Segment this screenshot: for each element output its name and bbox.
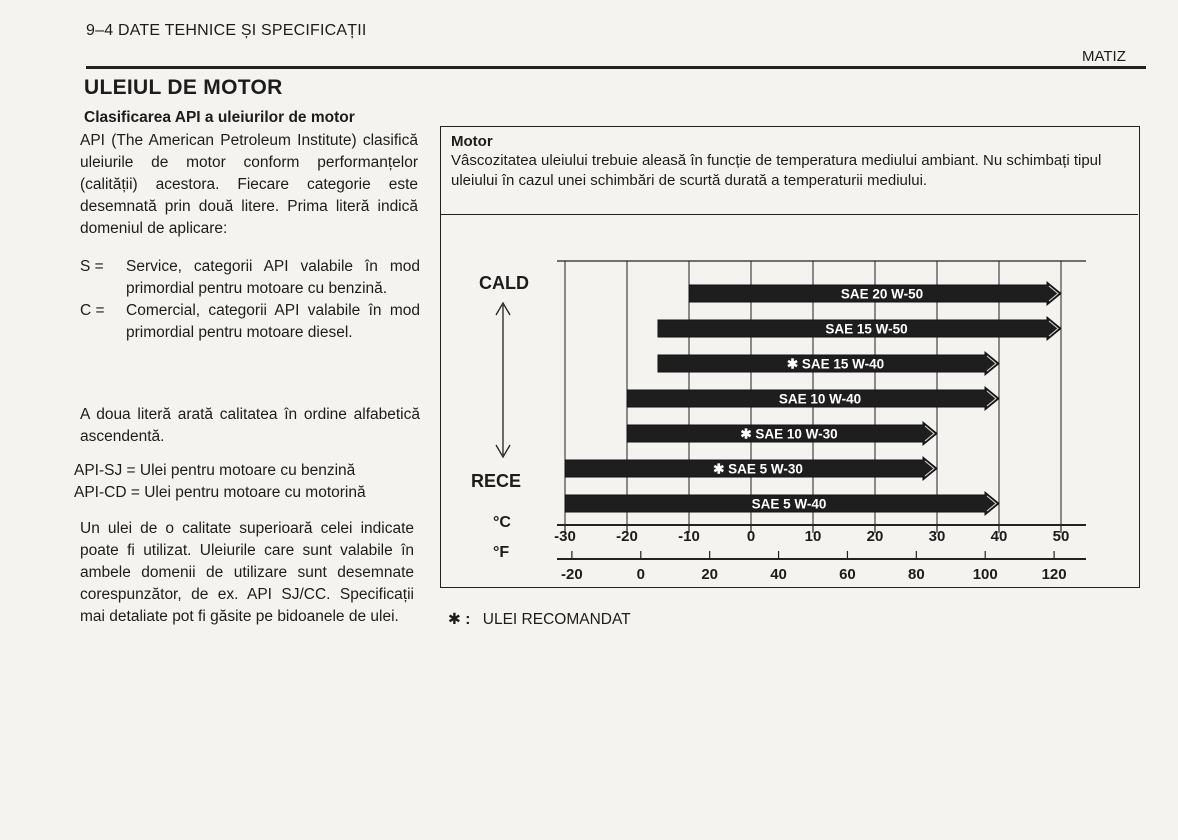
api-sj-line: API-SJ = Ulei pentru motoare cu benzină — [74, 462, 356, 479]
bar-label: ✱ SAE 5 W-30 — [713, 461, 803, 477]
section-title: ULEIUL DE MOTOR — [84, 76, 283, 99]
fahrenheit-tick-label: 0 — [636, 566, 645, 583]
bar-label: SAE 5 W-40 — [751, 496, 827, 512]
definition-list — [80, 256, 420, 344]
celsius-tick-label: 20 — [866, 528, 884, 545]
celsius-tick-label: 40 — [990, 528, 1008, 545]
celsius-tick-label: 10 — [804, 528, 822, 545]
recommended-star-icon: ✱ : — [448, 611, 471, 628]
celsius-tick-label: -30 — [554, 528, 576, 545]
api-cd-line: API-CD = Ulei pentru motoare cu motorină — [74, 484, 366, 501]
fahrenheit-tick-label: 120 — [1041, 566, 1067, 583]
viscosity-figure — [440, 126, 1140, 588]
superior-quality-paragraph: Un ulei de o calitate superioară celei indicate poate fi utilizat. Uleiurile care sunt valabile în ambele domenii de utilizare sunt desemnate corespunzător, de ex. API SJ/CC. Specificații mai detaliate pot fi găsite pe bidoanele de ulei. — [80, 520, 414, 625]
intro-paragraph: API (The American Petroleum Institute) clasifică uleiurile de motor conform performanțelor (calității) acestora. Fiecare categorie este desemnată prin două litere. Prima literă indică domeniul de aplicare: — [80, 132, 418, 237]
legend-text: ULEI RECOMANDAT — [482, 611, 631, 628]
viscosity-chart — [441, 127, 1141, 589]
definition-row-s — [80, 256, 420, 300]
celsius-tick-label: -10 — [678, 528, 700, 545]
fahrenheit-tick-label: 20 — [701, 566, 719, 583]
note-text: Vâscozitatea uleiului trebuie aleasă în funcție de temperatura mediului ambiant. Nu schimbați tipul uleiului în cazul unei schimbări de scurtă durată a temperaturii mediului. — [451, 152, 1102, 189]
fahrenheit-tick-label: -20 — [561, 566, 583, 583]
bar-label: SAE 15 W-50 — [825, 321, 908, 337]
bar-label: ✱ SAE 10 W-30 — [740, 426, 838, 442]
fahrenheit-tick-label: 60 — [839, 566, 856, 583]
fahrenheit-unit-label: °F — [493, 544, 510, 561]
definition-key: S = — [80, 258, 104, 275]
legend — [448, 610, 631, 629]
definition-key: C = — [80, 302, 105, 319]
definition-row-c — [80, 300, 420, 344]
fahrenheit-tick-label: 40 — [770, 566, 787, 583]
celsius-tick-label: 30 — [928, 528, 946, 545]
quality-paragraph: A doua literă arată calitatea în ordine alfabetică ascendentă. — [80, 406, 420, 445]
definition-text: Service, categorii API valabile în mod primordial pentru motoare cu benzină. — [126, 258, 420, 297]
page-header-model: MATIZ — [1082, 48, 1126, 65]
fahrenheit-tick-label: 100 — [972, 566, 998, 583]
celsius-tick-label: -20 — [616, 528, 638, 545]
bar-label: ✱ SAE 15 W-40 — [786, 356, 885, 372]
fahrenheit-tick-label: 80 — [907, 566, 925, 583]
hot-label: CALD — [479, 273, 529, 293]
note-title: Motor — [451, 133, 493, 150]
bar-label: SAE 10 W-40 — [778, 391, 862, 407]
bar-label: SAE 20 W-50 — [840, 286, 924, 302]
header-rule — [86, 66, 1146, 69]
celsius-tick-label: 50 — [1052, 528, 1070, 545]
section-subtitle: Clasificarea API a uleiurilor de motor — [84, 109, 355, 126]
cold-label: RECE — [471, 471, 522, 491]
celsius-tick-label: 0 — [746, 528, 756, 545]
celsius-unit-label: °C — [493, 514, 511, 531]
definition-text: Comercial, categorii API valabile în mod primordial pentru motoare diesel. — [126, 302, 420, 341]
page-header-title: 9–4 DATE TEHNICE ȘI SPECIFICAȚII — [86, 22, 367, 39]
